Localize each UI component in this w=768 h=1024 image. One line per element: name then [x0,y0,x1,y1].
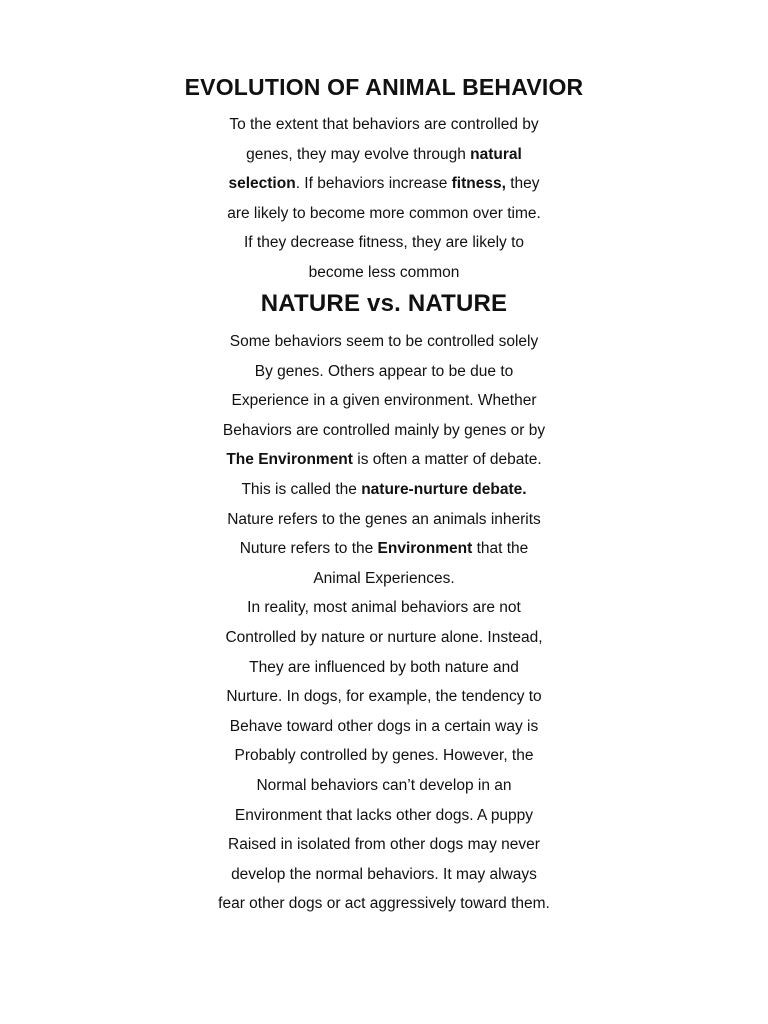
section-heading: NATURE vs. NATURE [260,290,508,317]
text-run: If they decrease fitness, they are likely to [244,234,524,252]
text-run: In reality, most animal behaviors are not [247,599,521,617]
text-run: Experience in a given environment. Whether [231,392,537,410]
bold-text: natural [470,145,522,163]
text-run: they [505,175,540,193]
text-run: become less common [308,263,460,281]
text-line [0,687,768,717]
text-line [0,776,768,806]
text-run: Nature refers to the genes an animals inherits [227,510,541,528]
text-run: This is called the [241,480,362,498]
text-run: Some behaviors seem to be controlled solely [229,333,539,350]
text-line [0,539,768,569]
text-run: They are influenced by both nature and [249,658,519,676]
bold-text: selection [228,175,296,193]
text-run: Probably controlled by genes. However, the [234,747,534,765]
bold-text: nature-nurture debate. [361,480,527,498]
text-run: To the extent that behaviors are controlled by [229,116,539,133]
text-line [0,569,768,599]
text-line [0,717,768,747]
text-run: Environment that lacks other dogs. A puppy [234,806,534,824]
text-run: Nurture. In dogs, for example, the tendency to [226,688,542,706]
text-line [0,865,768,895]
text-run: that the [472,540,529,558]
text-run: By genes. Others appear to be due to [254,362,514,380]
text-run: Nuture refers to the [239,540,378,558]
text-run: are likely to become more common over time. [227,204,541,222]
text-line [0,362,768,392]
text-run: is often a matter of debate. [352,451,542,469]
text-run: . If behaviors increase [295,175,452,193]
text-run: Behave toward other dogs in a certain way is [229,717,539,735]
text-line [0,391,768,421]
text-line [0,510,768,540]
text-line [0,204,768,234]
text-run: Controlled by nature or nurture alone. Instead, [225,628,543,646]
bold-text: fitness, [451,175,506,193]
text-line [0,894,768,924]
text-line [0,421,768,451]
text-run: Behaviors are controlled mainly by genes or by [222,421,546,439]
text-run: Normal behaviors can’t develop in an [256,776,512,794]
text-run: develop the normal behaviors. It may always [231,865,537,883]
text-run: genes, they may evolve through [246,145,471,163]
text-line [0,263,768,293]
text-line [0,174,768,204]
text-line [0,658,768,688]
bold-text: The Environment [226,451,353,469]
text-run: Raised in isolated from other dogs may never [228,836,540,854]
text-run: Animal Experiences. [313,569,455,587]
text-run: fear other dogs or act aggressively toward them. [218,895,550,913]
text-line [0,145,768,175]
text-line [0,746,768,776]
bold-text: Environment [377,540,473,558]
text-line [0,450,768,480]
text-line [0,115,768,145]
text-line [0,233,768,263]
document-title: EVOLUTION OF ANIMAL BEHAVIOR [184,74,584,100]
evolution-paragraph [0,115,768,293]
nature-nurture-paragraph [0,332,768,924]
text-line [0,628,768,658]
text-line [0,480,768,510]
text-line [0,332,768,362]
text-line [0,598,768,628]
text-line [0,806,768,836]
text-line [0,835,768,865]
